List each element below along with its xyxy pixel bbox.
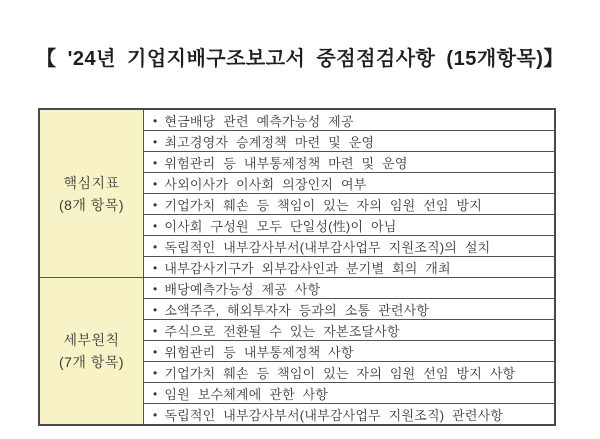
- item-cell: [144, 109, 556, 131]
- item-cell: [144, 194, 556, 215]
- item-text: 위험관리 등 내부통제정책 사항: [164, 344, 354, 360]
- item-cell: [144, 404, 556, 426]
- item-text: 내부감사기구가 외부감사인과 분기별 회의 개최: [164, 260, 451, 276]
- section-header-title: 핵심지표: [63, 174, 120, 191]
- bullet-icon: •: [153, 323, 158, 338]
- item-cell: [144, 152, 556, 173]
- bullet-icon: •: [153, 386, 158, 401]
- item-text: 현금배당 관련 예측가능성 제공: [164, 113, 354, 129]
- item-text: 독립적인 내부감사부서(내부감사업무 지원조직) 관련사항: [164, 407, 504, 423]
- item-text: 소액주주, 해외투자자 등과의 소통 관련사항: [164, 302, 430, 318]
- section-header-detailed-principles: [39, 278, 144, 426]
- bullet-icon: •: [153, 176, 158, 191]
- table-row: [39, 278, 555, 299]
- section-header-count: (8개 항목): [58, 196, 125, 213]
- item-text: 독립적인 내부감사부서(내부감사업무 지원조직)의 설치: [164, 239, 491, 255]
- item-text: 기업가치 훼손 등 책임이 있는 자의 임원 선임 방지: [164, 197, 483, 213]
- item-cell: [144, 299, 556, 320]
- bullet-icon: •: [153, 302, 158, 317]
- bullet-icon: •: [153, 134, 158, 149]
- item-cell: [144, 257, 556, 278]
- item-text: 배당예측가능성 제공 사항: [164, 281, 321, 297]
- item-cell: [144, 362, 556, 383]
- section-header-core-indicators: [39, 109, 144, 278]
- item-cell: [144, 320, 556, 341]
- bullet-icon: •: [153, 407, 158, 422]
- item-text: 임원 보수체계에 관한 사항: [164, 386, 329, 402]
- item-text: 이사회 구성원 모두 단일성(性)이 아님: [164, 218, 397, 234]
- item-cell: [144, 131, 556, 152]
- bullet-icon: •: [153, 281, 158, 296]
- inspection-items-table: [38, 108, 556, 426]
- table-row: [39, 109, 555, 131]
- item-cell: [144, 278, 556, 299]
- bullet-icon: •: [153, 155, 158, 170]
- item-cell: [144, 215, 556, 236]
- bullet-icon: •: [153, 344, 158, 359]
- bullet-icon: •: [153, 197, 158, 212]
- item-cell: [144, 341, 556, 362]
- bullet-icon: •: [153, 365, 158, 380]
- item-text: 최고경영자 승계정책 마련 및 운영: [164, 134, 375, 150]
- section-header-count: (7개 항목): [58, 354, 125, 370]
- bullet-icon: •: [153, 218, 158, 233]
- item-text: 기업가치 훼손 등 책임이 있는 자의 임원 선임 방지 사항: [164, 365, 516, 381]
- item-cell: [144, 383, 556, 404]
- item-text: 사외이사가 이사회 의장인지 여부: [164, 176, 367, 192]
- section-header-title: 세부원칙: [63, 332, 120, 348]
- bullet-icon: •: [153, 239, 158, 254]
- item-text: 위험관리 등 내부통제정책 마련 및 운영: [164, 155, 408, 171]
- item-cell: [144, 173, 556, 194]
- bullet-icon: •: [153, 260, 158, 275]
- item-text: 주식으로 전환될 수 있는 자본조달사항: [164, 323, 400, 339]
- page-title: 【 '24년 기업지배구조보고서 중점점검사항 (15개항목)】: [36, 48, 564, 70]
- bullet-icon: •: [153, 113, 158, 128]
- item-cell: [144, 236, 556, 257]
